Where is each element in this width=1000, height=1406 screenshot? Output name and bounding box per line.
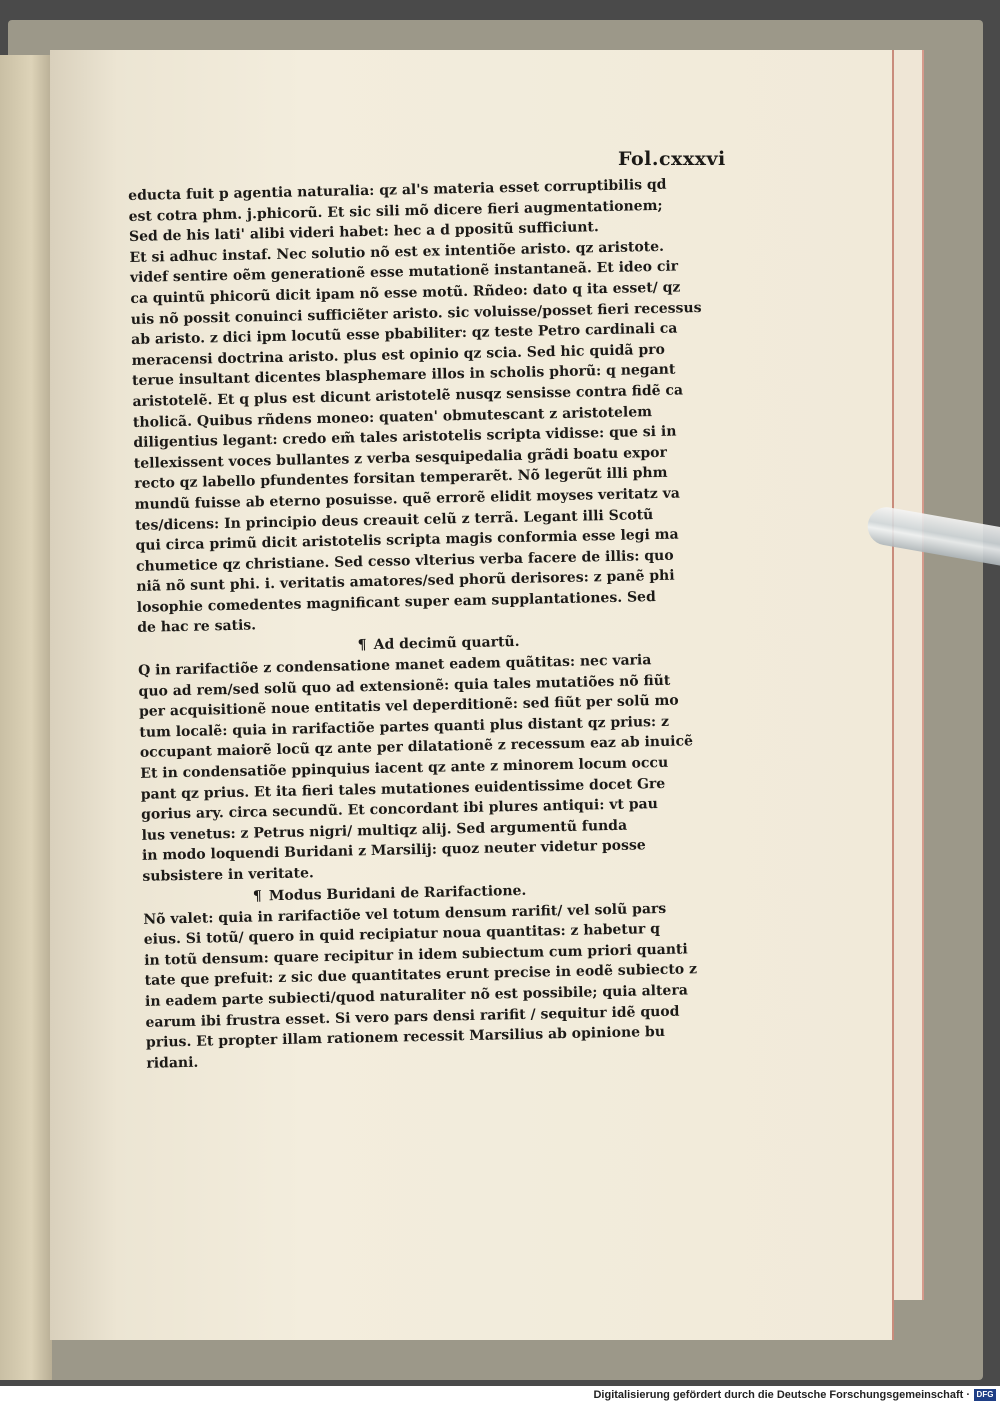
text-line: in eadem parte subiecti/quod naturaliter nõ est possibile; quia altera <box>144 982 688 1010</box>
text-line: est cotra phm. j.phicorũ. Et sic sili mõ dicere fieri augmentationem; <box>128 197 663 225</box>
text-line: occupant maiorẽ locũ qz ante per dilatationẽ z recessum eaz ab inuicẽ <box>139 733 694 762</box>
section-heading-2-text: Modus Buridani de Rarifactione. <box>268 882 527 904</box>
text-line: terue insultant dicentes blasphemare illos in scholis phorũ: q negant <box>131 361 676 390</box>
text-line: educta fuit p agentia naturalia: qz al's materia esset corruptibilis qd <box>128 176 667 204</box>
pilcrow-mark: ¶ <box>252 887 262 905</box>
paragraph-block-1 <box>128 173 737 639</box>
text-line: aristotelẽ. Et q plus est dicunt aristotelẽ nusqz sensisse contra fidẽ ca <box>132 382 684 410</box>
text-line: in totũ densum: quare recipitur in idem subiectum cum priori quanti <box>144 941 688 969</box>
text-line: recto qz labello pfundentes forsitan temperarẽt. Nõ legerũt illi phm <box>134 465 668 493</box>
text-line: subsistere in veritate. <box>142 865 314 885</box>
text-line: Sed de his lati' alibi videri habet: hec a d ppositũ sufficiunt. <box>128 219 599 246</box>
paragraph-block-3 <box>143 897 746 1074</box>
text-line: tum localẽ: quia in rarifactiõe partes quanti plus distant qz prius: z <box>139 713 670 741</box>
text-line: niã nõ sunt phi. i. veritatis amatores/sed phorũ derisores: z panẽ phi <box>136 567 675 596</box>
footer-bar <box>0 1386 1000 1406</box>
text-line: chumetice qz christiane. Sed cesso vlterius verba facere de illis: quo <box>135 547 674 575</box>
text-line: meracensi doctrina aristo. plus est opinio qz scia. Sed hic quidã pro <box>131 341 666 369</box>
text-line: losophie comedentes magnificant super eam supplantationes. Sed <box>136 588 656 616</box>
footer-credit: Digitalisierung gefördert durch die Deutsche Forschungsgemeinschaft · <box>593 1389 970 1401</box>
page-text <box>128 173 746 1074</box>
text-line: ridani. <box>146 1054 199 1072</box>
facing-page-edge <box>0 55 52 1380</box>
text-line: Nõ valet: quia in rarifactiõe vel totum densum rarifit/ vel solũ pars <box>143 900 667 928</box>
text-line: tate que prefuit: z sic due quantitates erunt precise in eodẽ subiecto z <box>144 961 698 990</box>
text-line: lus venetus: z Petrus nigri/ multiqz alij. Sed argumentũ funda <box>141 817 628 844</box>
text-line: earum ibi frustra esset. Si vero pars densi rarifit / sequitur idẽ quod <box>145 1003 680 1031</box>
text-line: mundũ fuisse ab eterno posuisse. quẽ errorẽ elidit moyses veritatz va <box>134 485 681 513</box>
text-line: prius. Et propter illam rationem recessit Marsilius ab opinione bu <box>145 1024 666 1051</box>
text-line: diligentius legant: credo em̃ tales aristotelis scripta vidisse: que si in <box>133 423 677 452</box>
text-line: tholicã. Quibus rñdens moneo: quaten' obmutescant z aristotelem <box>132 403 653 431</box>
text-line: pant qz prius. Et ita fieri tales mutationes euidentissime docet Gre <box>140 775 666 803</box>
text-line: per acquisitionẽ noue entitatis vel deperditionẽ: sed fiũt per solũ mo <box>138 692 679 721</box>
text-line: eius. Si totũ/ quero in quid recipiatur noua quantitas: z habetur q <box>143 921 661 949</box>
text-line: qui circa primũ dicit aristotelis scripta magis conformia esse legi ma <box>135 526 679 555</box>
text-line: Q in rarifactiõe z condensatione manet eadem quãtitas: nec varia <box>137 652 652 679</box>
text-line: tellexissent voces bullantes z verba sesquipedalia grãdi boatu expor <box>133 444 668 472</box>
text-line: Et in condensatiõe ppinquius iacent qz ante z minorem locum occu <box>140 754 669 782</box>
section-heading-1-text: Ad decimũ quartũ. <box>373 633 520 654</box>
text-line: quo ad rem/sed solũ quo ad extensionẽ: quia tales mutatiões nõ fiũt <box>138 672 671 700</box>
text-line: tes/dicens: In principio deus creauit celũ z terrã. Legant illi Scotũ <box>134 506 654 534</box>
text-line: ab aristo. z dici ipm locutũ esse pbabiliter: qz teste Petro cardinali ca <box>131 320 678 349</box>
text-line: Et si adhuc instaf. Nec solutio nõ est ex intentiõe aristo. qz aristote. <box>129 238 665 266</box>
text-line: uis nõ possit conuinci sufficiẽter aristo. sic voluisse/posset fieri recessus <box>130 299 702 328</box>
dfg-logo: DFG <box>974 1389 996 1401</box>
text-line: in modo loquendi Buridani z Marsilij: quoz neuter videtur posse <box>141 837 646 865</box>
pilcrow-mark: ¶ <box>357 637 367 654</box>
text-line: de hac re satis. <box>137 617 257 637</box>
paragraph-block-2 <box>138 648 743 887</box>
folio-number: Fol.cxxxvi <box>618 148 726 170</box>
text-line: ca quintũ phicorũ dicit ipam nõ esse motũ. Rñdeo: dato q ita esset/ qz <box>130 279 681 307</box>
text-line: gorius ary. circa secundũ. Et concordant ibi plures antiqui: vt pau <box>141 796 658 824</box>
text-line: videf sentire oẽm generationẽ esse mutationẽ instantaneã. Et ideo cir <box>129 258 679 287</box>
